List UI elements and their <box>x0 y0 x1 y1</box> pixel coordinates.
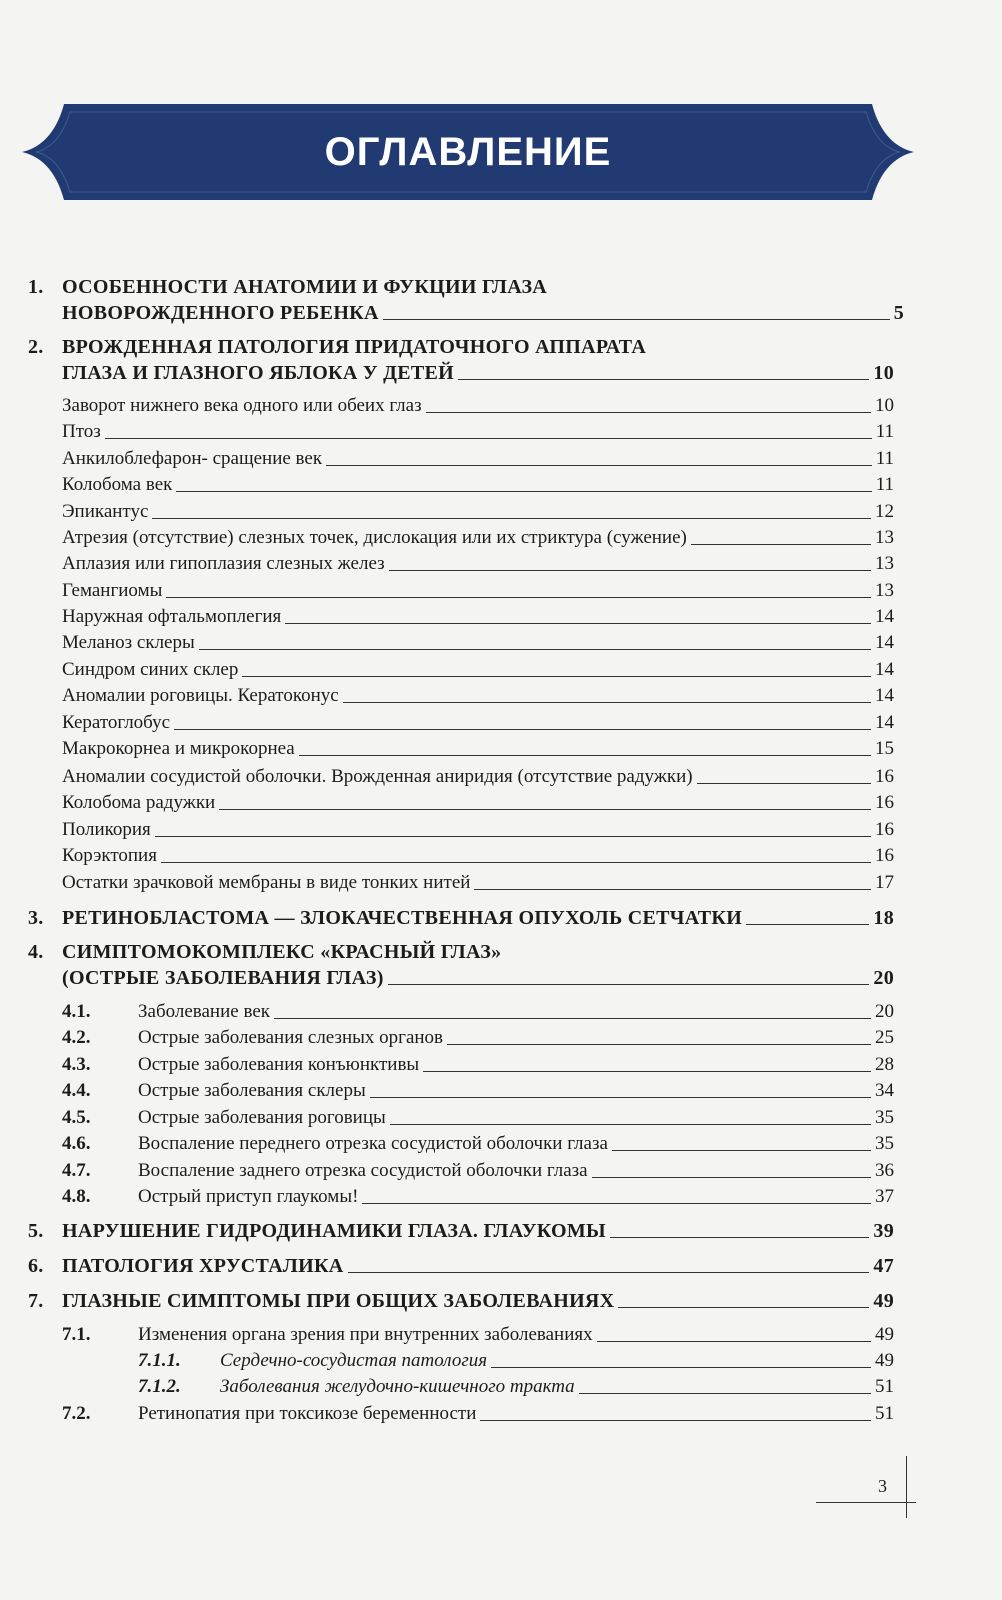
dot-leader <box>348 1272 870 1273</box>
toc-entry-page: 25 <box>875 1027 894 1048</box>
dot-leader <box>597 1341 871 1342</box>
toc-entry <box>0 997 1002 1023</box>
toc-entry <box>0 1129 1002 1155</box>
toc-entry-title: Корэктопия <box>62 845 157 866</box>
toc-entry <box>0 391 1002 417</box>
dot-leader <box>285 623 871 624</box>
dot-leader <box>326 465 872 466</box>
toc-entry-title: СИМПТОМОКОМПЛЕКС «КРАСНЫЙ ГЛАЗ» <box>62 941 502 963</box>
toc-entry-title: НОВОРОЖДЕННОГО РЕБЕНКА <box>62 302 379 324</box>
toc-entry-page: 49 <box>875 1350 894 1371</box>
dot-leader <box>691 544 871 545</box>
toc-entry-page: 28 <box>875 1054 894 1075</box>
toc-entry <box>0 549 1002 575</box>
dot-leader <box>423 1071 871 1072</box>
toc-entry <box>0 1399 1002 1425</box>
toc-entry <box>0 1023 1002 1049</box>
toc-entry-number: 1. <box>28 276 44 298</box>
toc-entry-page: 10 <box>873 362 894 384</box>
toc-entry-title: НАРУШЕНИЕ ГИДРОДИНАМИКИ ГЛАЗА. ГЛАУКОМЫ <box>62 1220 606 1242</box>
toc-entry <box>0 272 1002 298</box>
dot-leader <box>390 1124 871 1125</box>
toc-entry <box>0 628 1002 654</box>
dot-leader <box>155 836 871 837</box>
dot-leader <box>388 984 870 985</box>
toc-entry-number: 3. <box>28 907 44 929</box>
toc-entry-title: ВРОЖДЕННАЯ ПАТОЛОГИЯ ПРИДАТОЧНОГО АППАРАТА <box>62 336 647 358</box>
toc-entry <box>0 708 1002 734</box>
toc-entry-page: 16 <box>875 845 894 866</box>
toc-entry-page: 17 <box>875 872 894 893</box>
toc-entry-page: 51 <box>875 1376 894 1397</box>
dot-leader <box>161 862 871 863</box>
toc-entry-title: ГЛАЗНЫЕ СИМПТОМЫ ПРИ ОБЩИХ ЗАБОЛЕВАНИЯХ <box>62 1290 615 1312</box>
toc-entry-title: Острый приступ глаукомы! <box>138 1186 359 1207</box>
toc-entry-number: 4.8. <box>62 1186 91 1207</box>
toc-entry <box>0 815 1002 841</box>
toc-entry-page: 51 <box>875 1403 894 1424</box>
toc-entry <box>0 841 1002 867</box>
toc-entry <box>0 937 1002 963</box>
toc-entry-page: 16 <box>875 792 894 813</box>
toc-entry-number: 4.3. <box>62 1054 91 1075</box>
toc-entry-page: 10 <box>875 395 894 416</box>
toc-entry-title: Наружная офтальмоплегия <box>62 606 282 627</box>
dot-leader <box>219 809 871 810</box>
toc-entry <box>0 1346 1002 1372</box>
dot-leader <box>426 412 871 413</box>
toc-entry-page: 39 <box>873 1220 894 1242</box>
toc-entry-title: ГЛАЗА И ГЛАЗНОГО ЯБЛОКА У ДЕТЕЙ <box>62 362 455 384</box>
dot-leader <box>480 1420 871 1421</box>
toc-entry-title: Заворот нижнего века одного или обеих глаз <box>62 395 422 416</box>
toc-entry-title: Колобома век <box>62 474 173 495</box>
toc-entry-page: 35 <box>875 1133 894 1154</box>
toc-entry-number: 6. <box>28 1255 44 1277</box>
toc-entry-title: Аномалии роговицы. Кератоконус <box>62 685 339 706</box>
toc-entry <box>0 1103 1002 1129</box>
toc-entry <box>0 602 1002 628</box>
toc-entry-title: ПАТОЛОГИЯ ХРУСТАЛИКА <box>62 1255 344 1277</box>
toc-entry <box>0 470 1002 496</box>
toc-entry <box>0 1076 1002 1102</box>
toc-entry-title: Остатки зрачковой мембраны в виде тонких нитей <box>62 872 471 893</box>
toc-entry <box>0 762 1002 788</box>
toc-entry-number: 4.2. <box>62 1027 91 1048</box>
dot-leader <box>166 597 871 598</box>
toc-entry <box>0 576 1002 602</box>
toc-entry-number: 7.1. <box>62 1324 91 1345</box>
dot-leader <box>383 319 890 320</box>
toc-entry <box>0 1286 1002 1312</box>
dot-leader <box>242 676 871 677</box>
dot-leader <box>447 1044 871 1045</box>
toc-entry <box>0 1372 1002 1398</box>
toc-entry-number: 2. <box>28 336 44 358</box>
dot-leader <box>579 1393 871 1394</box>
dot-leader <box>610 1237 869 1238</box>
crop-mark <box>906 1456 907 1518</box>
toc-entry-number: 7.1.2. <box>138 1376 181 1397</box>
toc-entry-page: 11 <box>875 421 894 442</box>
toc-entry <box>0 868 1002 894</box>
toc-entry-page: 12 <box>875 501 894 522</box>
toc-entry <box>0 332 1002 358</box>
toc-entry-page: 13 <box>875 580 894 601</box>
toc-entry <box>0 734 1002 760</box>
toc-entry-title: (ОСТРЫЕ ЗАБОЛЕВАНИЯ ГЛАЗ) <box>62 967 384 989</box>
toc-entry-page: 16 <box>875 766 894 787</box>
toc-entry-number: 7.1.1. <box>138 1350 181 1371</box>
dot-leader <box>299 755 871 756</box>
toc-entry-page: 11 <box>875 448 894 469</box>
toc-entry-page: 37 <box>875 1186 894 1207</box>
toc-entry-title: Меланоз склеры <box>62 632 195 653</box>
toc-entry-page: 20 <box>873 967 894 989</box>
toc-entry-title: Гемангиомы <box>62 580 163 601</box>
toc-entry <box>0 417 1002 443</box>
toc-entry <box>0 1050 1002 1076</box>
toc-entry-title: Макрокорнеа и микрокорнеа <box>62 738 295 759</box>
toc-entry <box>0 963 1002 989</box>
crop-mark <box>816 1502 916 1503</box>
dot-leader <box>458 379 869 380</box>
toc-entry-title: Птоз <box>62 421 101 442</box>
dot-leader <box>370 1097 871 1098</box>
dot-leader <box>491 1367 871 1368</box>
toc-entry-title: Колобома радужки <box>62 792 216 813</box>
toc-entry-title: Острые заболевания конъюнктивы <box>138 1054 420 1075</box>
toc-entry-page: 14 <box>875 632 894 653</box>
toc-entry-number: 4.4. <box>62 1080 91 1101</box>
dot-leader <box>174 729 871 730</box>
dot-leader <box>152 518 871 519</box>
toc-entry-title: Острые заболевания слезных органов <box>138 1027 444 1048</box>
toc-entry-title: Заболевание век <box>138 1001 270 1022</box>
toc-entry-page: 14 <box>875 659 894 680</box>
toc-entry-title: Заболевания желудочно-кишечного тракта <box>220 1376 575 1397</box>
toc-entry-title: Острые заболевания роговицы <box>138 1107 386 1128</box>
toc-entry <box>0 298 1002 324</box>
toc-entry <box>0 497 1002 523</box>
toc-entry <box>0 523 1002 549</box>
toc-entry <box>0 358 1002 384</box>
dot-leader <box>389 570 871 571</box>
dot-leader <box>697 783 871 784</box>
toc-entry <box>0 655 1002 681</box>
toc-entry-number: 4.7. <box>62 1160 91 1181</box>
dot-leader <box>474 889 871 890</box>
toc-entry <box>0 1182 1002 1208</box>
toc-entry-page: 15 <box>875 738 894 759</box>
toc-entry-page: 18 <box>873 907 894 929</box>
toc-entry-page: 20 <box>875 1001 894 1022</box>
toc-entry-title: Воспаление заднего отрезка сосудистой оболочки глаза <box>138 1160 588 1181</box>
toc-entry-title: Атрезия (отсутствие) слезных точек, дислокация или их стриктура (сужение) <box>62 527 687 548</box>
toc-entry-title: Ретинопатия при токсикозе беременности <box>138 1403 477 1424</box>
toc-entry-title: Кератоглобус <box>62 712 171 733</box>
toc-entry-title: ОСОБЕННОСТИ АНАТОМИИ И ФУКЦИИ ГЛАЗА <box>62 276 548 298</box>
dot-leader <box>105 438 872 439</box>
toc-entry-page: 16 <box>875 819 894 840</box>
dot-leader <box>612 1150 871 1151</box>
toc-entry <box>0 903 1002 929</box>
toc-entry-page: 13 <box>875 527 894 548</box>
toc-entry-page: 13 <box>875 553 894 574</box>
toc-entry-number: 4. <box>28 941 44 963</box>
toc-entry-page: 5 <box>893 302 904 324</box>
dot-leader <box>343 702 871 703</box>
page-number: 3 <box>878 1476 887 1496</box>
toc-entry-title: Эпикантус <box>62 501 149 522</box>
toc-entry-title: Поликория <box>62 819 151 840</box>
dot-leader <box>199 649 871 650</box>
toc-entry-page: 49 <box>873 1290 894 1312</box>
toc-entry-page: 49 <box>875 1324 894 1345</box>
toc-entry-page: 11 <box>875 474 894 495</box>
dot-leader <box>176 491 871 492</box>
toc-entry-page: 14 <box>875 606 894 627</box>
toc-entry <box>0 1251 1002 1277</box>
toc-entry-number: 4.6. <box>62 1133 91 1154</box>
toc-entry <box>0 681 1002 707</box>
toc-entry-title: Анкилоблефарон- сращение век <box>62 448 323 469</box>
toc-entry <box>0 1216 1002 1242</box>
toc-entry-number: 7. <box>28 1290 44 1312</box>
toc-entry-title: Сердечно-сосудистая патология <box>220 1350 488 1371</box>
toc-entry <box>0 1156 1002 1182</box>
toc-entry <box>0 444 1002 470</box>
toc-entry-title: Аномалии сосудистой оболочки. Врожденная аниридия (отсутствие радужки) <box>62 766 693 787</box>
toc-entry-title: Аплазия или гипоплазия слезных желез <box>62 553 385 574</box>
toc-entry-page: 36 <box>875 1160 894 1181</box>
page-title: ОГЛАВЛЕНИЕ <box>324 129 612 174</box>
toc-entry-page: 47 <box>873 1255 894 1277</box>
toc-entry-title: РЕТИНОБЛАСТОМА — ЗЛОКАЧЕСТВЕННАЯ ОПУХОЛЬ СЕТЧАТКИ <box>62 907 743 929</box>
toc-entry <box>0 1320 1002 1346</box>
dot-leader <box>274 1018 871 1019</box>
toc-entry-page: 14 <box>875 712 894 733</box>
toc-entry-title: Острые заболевания склеры <box>138 1080 366 1101</box>
toc-entry <box>0 788 1002 814</box>
dot-leader <box>746 924 869 925</box>
toc-entry-page: 14 <box>875 685 894 706</box>
toc-entry-title: Воспаление переднего отрезка сосудистой оболочки глаза <box>138 1133 608 1154</box>
dot-leader <box>362 1203 871 1204</box>
toc-entry-page: 34 <box>875 1080 894 1101</box>
toc-entry-title: Изменения органа зрения при внутренних заболеваниях <box>138 1324 593 1345</box>
toc-entry-number: 7.2. <box>62 1403 91 1424</box>
toc-entry-number: 5. <box>28 1220 44 1242</box>
dot-leader <box>618 1307 869 1308</box>
toc-entry-page: 35 <box>875 1107 894 1128</box>
dot-leader <box>592 1177 871 1178</box>
toc-entry-number: 4.5. <box>62 1107 91 1128</box>
toc-entry-title: Синдром синих склер <box>62 659 239 680</box>
toc-entry-number: 4.1. <box>62 1001 91 1022</box>
